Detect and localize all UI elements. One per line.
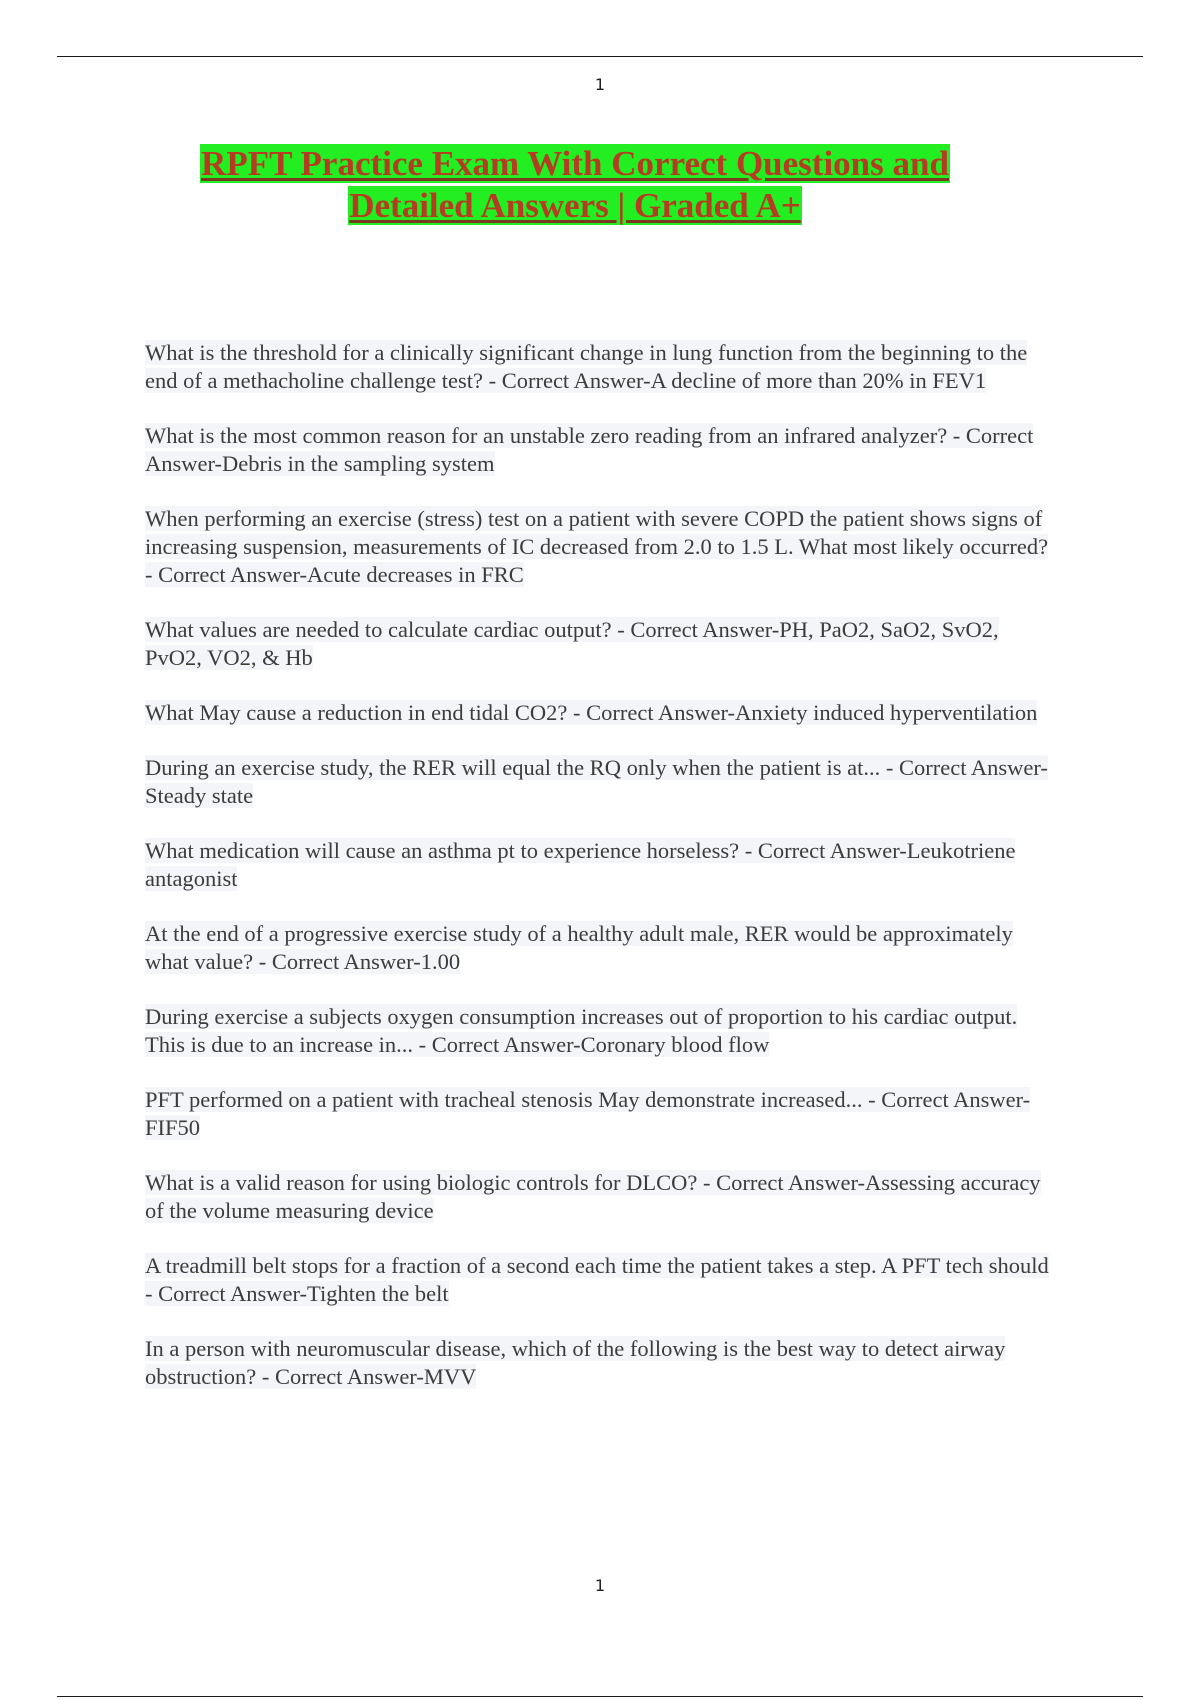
qa-text: A treadmill belt stops for a fraction of a second each time the patient takes a step. A PFT tech should - Correct Answer-Tighten the belt: [145, 1253, 1049, 1306]
qa-text: During exercise a subjects oxygen consumption increases out of proportion to his cardiac output. This is due to an increase in... - Correct Answer-Coronary blood flow: [145, 1004, 1018, 1057]
qa-text: At the end of a progressive exercise study of a healthy adult male, RER would be approximately what value? - Correct Answer-1.00: [145, 921, 1013, 974]
qa-item: [145, 339, 1060, 395]
question-answer-list: [145, 339, 1060, 1418]
page-number-top: 1: [594, 75, 606, 94]
qa-text: In a person with neuromuscular disease, which of the following is the best way to detect airway obstruction? - Correct Answer-MVV: [145, 1336, 1006, 1389]
qa-text: During an exercise study, the RER will equal the RQ only when the patient is at... - Correct Answer-Steady state: [145, 755, 1048, 808]
qa-item: [145, 699, 1060, 727]
qa-item: [145, 754, 1060, 810]
qa-item: [145, 505, 1060, 589]
qa-text: What May cause a reduction in end tidal CO2? - Correct Answer-Anxiety induced hyperventilation: [145, 700, 1038, 725]
qa-item: [145, 1169, 1060, 1225]
qa-item: [145, 422, 1060, 478]
qa-text: What medication will cause an asthma pt to experience horseless? - Correct Answer-Leukotriene antagonist: [145, 838, 1016, 891]
qa-text: When performing an exercise (stress) test on a patient with severe COPD the patient shows signs of increasing suspension, measurements of IC decreased from 2.0 to 1.5 L. What most likely occurred? - Correct Answer-Acute decreases in FRC: [145, 506, 1049, 587]
title-line-1: RPFT Practice Exam With Correct Questions and: [201, 144, 949, 183]
qa-item: [145, 837, 1060, 893]
qa-item: [145, 616, 1060, 672]
qa-item: [145, 1003, 1060, 1059]
footer-rule: [57, 1696, 1143, 1697]
header-rule: [57, 56, 1143, 57]
qa-text: What is a valid reason for using biologic controls for DLCO? - Correct Answer-Assessing accuracy of the volume measuring device: [145, 1170, 1041, 1223]
qa-text: What is the most common reason for an unstable zero reading from an infrared analyzer? - Correct Answer-Debris in the sampling system: [145, 423, 1034, 476]
qa-item: [145, 920, 1060, 976]
qa-item: [145, 1252, 1060, 1308]
qa-text: PFT performed on a patient with tracheal stenosis May demonstrate increased... - Correct Answer-FIF50: [145, 1087, 1031, 1140]
page-number-bottom: 1: [594, 1576, 606, 1595]
qa-item: [145, 1335, 1060, 1391]
qa-item: [145, 1086, 1060, 1142]
qa-text: What is the threshold for a clinically significant change in lung function from the beginning to the end of a methacholine challenge test? - Correct Answer-A decline of more than 20% in FEV1: [145, 340, 1028, 393]
document-title: [150, 143, 1000, 227]
title-line-2: Detailed Answers | Graded A+: [349, 186, 801, 225]
qa-text: What values are needed to calculate cardiac output? - Correct Answer-PH, PaO2, SaO2, SvO2, PvO2, VO2, & Hb: [145, 617, 999, 670]
